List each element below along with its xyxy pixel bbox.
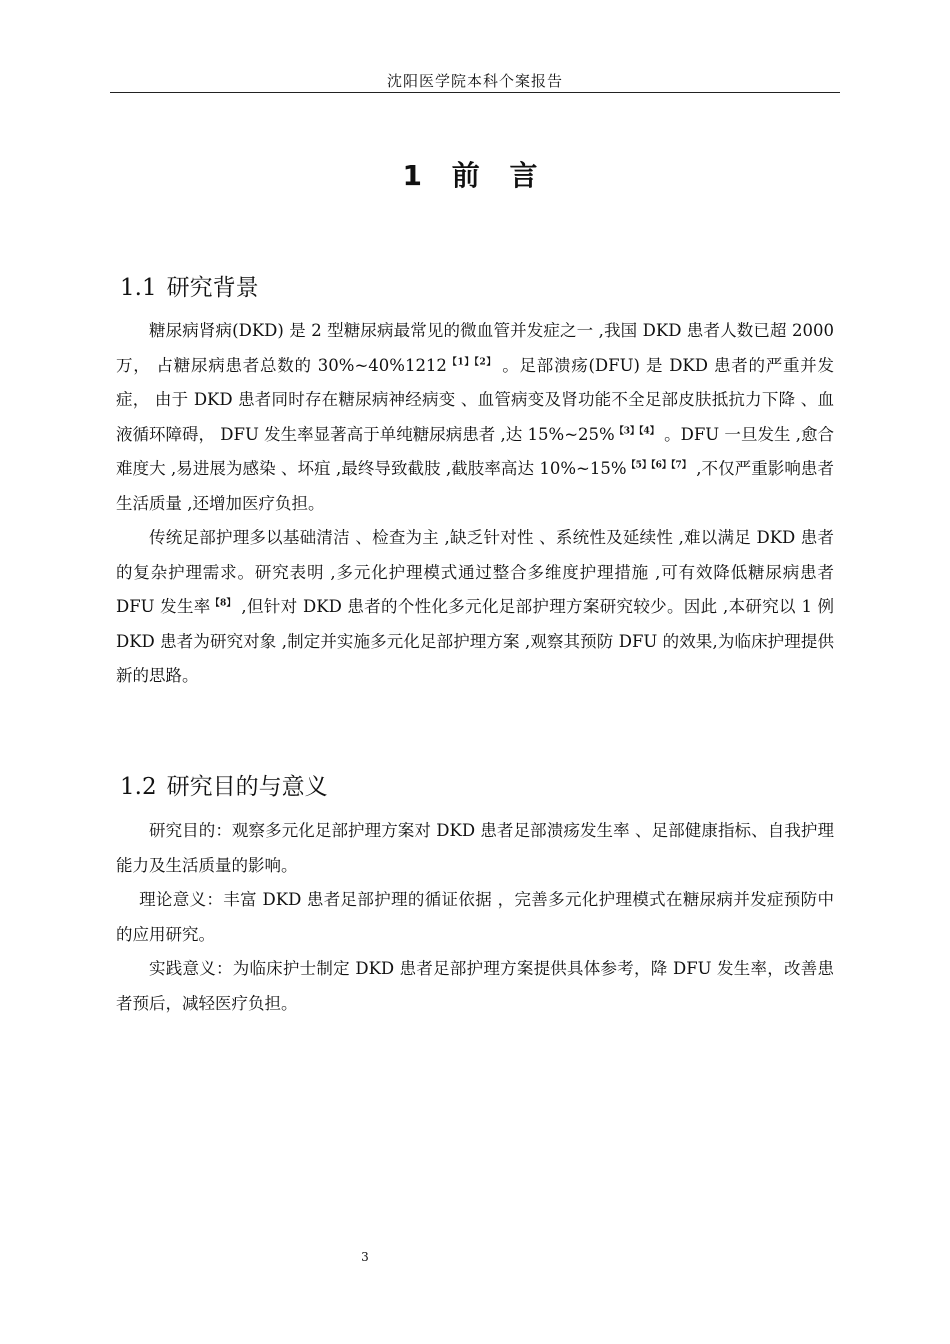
- paragraph-text: 。足部溃疡(DFU) 是 DKD 患者的严重并发症， 由于 DKD 患者同时存在糖尿病神经病变 、血管病变及肾功能不全足部皮肤抵抗力下降 、血液循环障碍， DFU 发生率显著高于单纯糖尿病患者 ,达 15%~25%: [116, 355, 834, 444]
- section-title: 研究背景: [166, 275, 259, 301]
- chapter-title: 1 前 言: [402, 159, 548, 192]
- section-number: 1.1: [120, 275, 157, 301]
- paragraph-practical-significance: 实践意义：为临床护士制定 DKD 患者足部护理方案提供具体参考，降 DFU 发生率，改善患者预后，减轻医疗负担。: [116, 959, 834, 1013]
- paragraph-text: 糖尿病肾病(DKD) 是 2 型糖尿病最常见的微血管并发症之一 ,我国 DKD 患者人数已超 2000 万， 占糖尿病患者总数的 30%~40%1212: [116, 321, 834, 375]
- citation: 【1】【2】: [446, 357, 497, 367]
- citation: 【8】: [210, 598, 236, 609]
- paragraph: [116, 314, 834, 521]
- section-body-background: [116, 314, 834, 694]
- section-title: 研究目的与意义: [166, 774, 328, 800]
- paragraph: [116, 521, 834, 694]
- citation: 【3】【4】: [614, 426, 659, 436]
- citation: 【5】【6】【7】: [626, 460, 691, 471]
- page-header: 沈阳医学院本科个案报告: [386, 72, 563, 90]
- paragraph-text: ,但针对 DKD 患者的个性化多元化足部护理方案研究较少。因此 ,本研究以 1 例 DKD 患者为研究对象 ,制定并实施多元化足部护理方案 ,观察其预防 DFU 的效果,为临床护理提供新的思路。: [116, 597, 835, 685]
- section-heading-background: [120, 272, 259, 304]
- paragraph-text: ,不仅严重影响患者生活质量 ,还增加医疗负担。: [116, 459, 834, 513]
- header-divider: [110, 92, 840, 93]
- section-body-purpose: [116, 814, 834, 1021]
- section-heading-purpose: [120, 771, 328, 803]
- paragraph-research-purpose: 研究目的：观察多元化足部护理方案对 DKD 患者足部溃疡发生率 、足部健康指标、自我护理能力及生活质量的影响。: [116, 821, 834, 875]
- paragraph-text: 。DFU 一旦发生 ,愈合难度大 ,易进展为感染 、坏疽 ,最终导致截肢 ,截肢率高达 10%~15%: [116, 424, 834, 478]
- page-number: 3: [361, 1250, 369, 1264]
- paragraph-theoretical-significance: 理论意义：丰富 DKD 患者足部护理的循证依据 ，完善多元化护理模式在糖尿病并发症预防中的应用研究。: [116, 890, 834, 944]
- paragraph-text: 传统足部护理多以基础清洁 、检查为主 ,缺乏针对性 、系统性及延续性 ,难以满足 DKD 患者的复杂护理需求。研究表明 ,多元化护理模式通过整合多维度护理措施 ,可有效降低糖尿病患者 DFU 发生率: [116, 528, 834, 616]
- section-number: 1.2: [120, 774, 157, 800]
